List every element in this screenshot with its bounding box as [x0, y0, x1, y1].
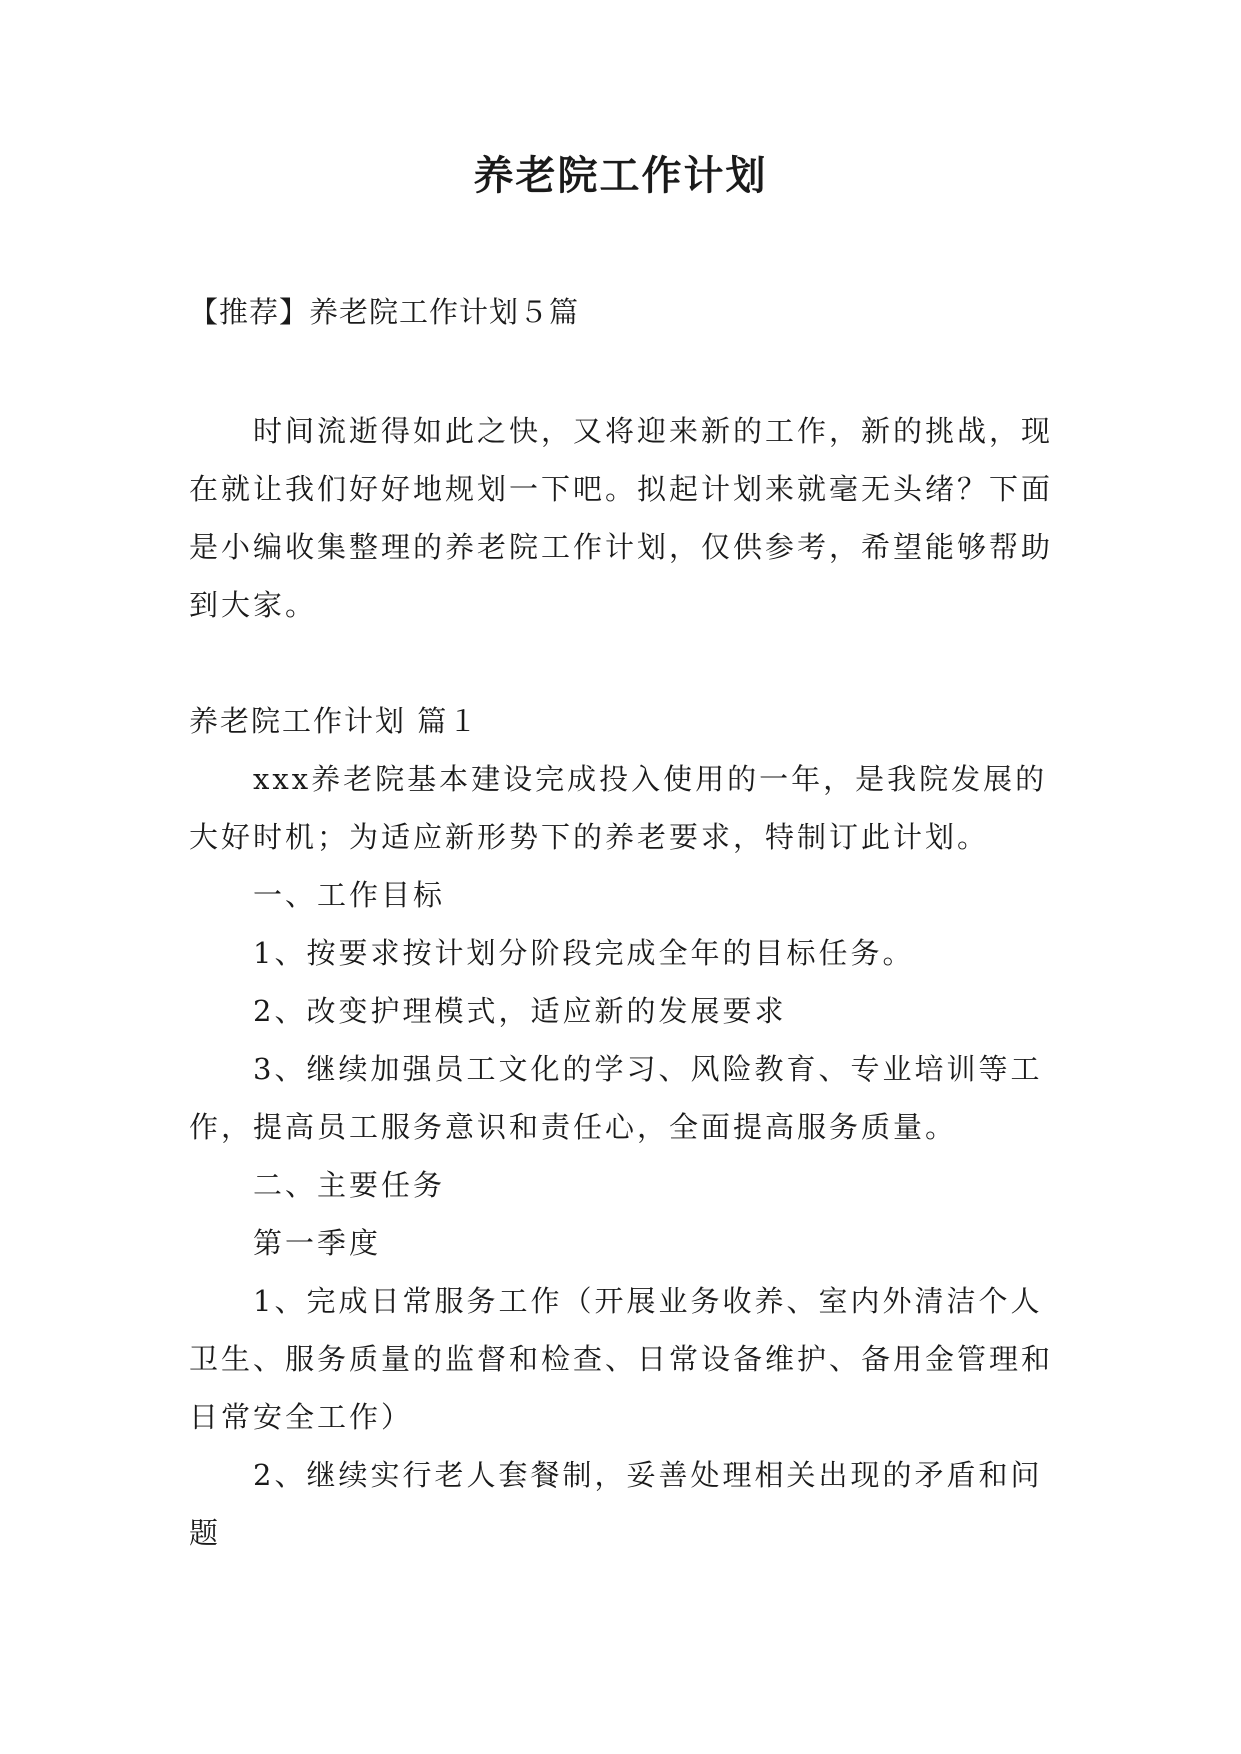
paragraph-overview: xxx养老院基本建设完成投入使用的一年，是我院发展的大好时机；为适应新形势下的养老要求，特制订此计划。	[189, 762, 1048, 854]
document-title: 养老院工作计划	[473, 152, 768, 199]
goal-item-3: 3、继续加强员工文化的学习、风险教育、专业培训等工作，提高员工服务意识和责任心，全面提高服务质量。	[189, 1052, 1043, 1144]
document-subtitle: 【推荐】养老院工作计划５篇	[189, 295, 580, 329]
heading-main-tasks: 二、主要任务	[253, 1168, 446, 1202]
task-item-1: 1、完成日常服务工作（开展业务收养、室内外清洁个人卫生、服务质量的监督和检查、日常设备维护、备用金管理和日常安全工作）	[189, 1284, 1054, 1434]
section-body	[189, 750, 1055, 1562]
goal-item-2: 2、改变护理模式，适应新的发展要求	[253, 994, 787, 1028]
task-item-2: 2、继续实行老人套餐制，妥善处理相关出现的矛盾和问题	[189, 1458, 1043, 1550]
heading-first-quarter: 第一季度	[253, 1226, 382, 1260]
heading-work-goals: 一、工作目标	[253, 878, 446, 912]
goal-item-1: 1、按要求按计划分阶段完成全年的目标任务。	[253, 936, 915, 970]
intro-paragraph: 时间流逝得如此之快，又将迎来新的工作，新的挑战，现在就让我们好好地规划一下吧。拟起计划来就毫无头绪？下面是小编收集整理的养老院工作计划，仅供参考，希望能够帮助到大家。	[189, 414, 1054, 622]
section-heading: 养老院工作计划 篇１	[189, 704, 480, 738]
